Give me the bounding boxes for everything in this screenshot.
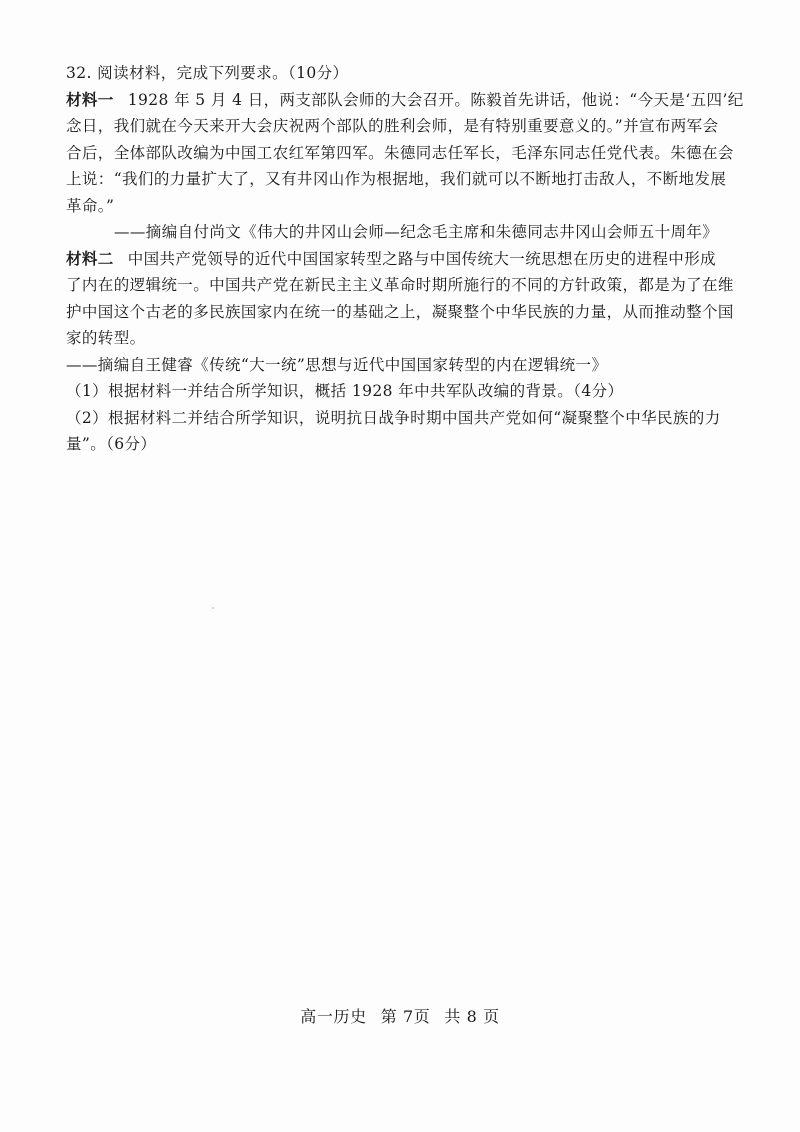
material-one-line-5: 革命。” bbox=[66, 196, 115, 215]
sub-question-2-line-1: （2）根据材料二并结合所学知识，说明抗日战争时期中国共产党如何“凝聚整个中华民族的力 bbox=[66, 408, 721, 427]
sub-question-1: （1）根据材料一并结合所学知识，概括 1928 年中共军队改编的背景。（4分） bbox=[66, 382, 624, 400]
question-32 bbox=[66, 60, 744, 458]
material-two-line-2: 了内在的逻辑统一。中国共产党在新民主主义革命时期所施行的不同的方针政策，都是为了在维 bbox=[66, 276, 734, 294]
question-header: 32. 阅读材料，完成下列要求。（10分） bbox=[66, 64, 349, 82]
material-two-line-1 bbox=[66, 246, 730, 273]
material-one-line-3: 合后，全体部队改编为中国工农红军第四军。朱德同志任军长，毛泽东同志任党代表。朱德在会 bbox=[66, 143, 734, 162]
material-two-label: 材料二 bbox=[66, 248, 114, 268]
material-one-source: ——摘编自付尚文《伟大的井冈山会师—纪念毛主席和朱德同志井冈山会师五十周年》 bbox=[114, 223, 719, 241]
material-two-source: ——摘编自王健睿《传统“大一统”思想与近代中国国家转型的内在逻辑统一》 bbox=[66, 355, 608, 374]
material-one-label: 材料一 bbox=[66, 89, 114, 109]
footer-page-number: 第 7页 bbox=[380, 1007, 431, 1026]
material-one-line-1 bbox=[66, 87, 744, 114]
scan-speck bbox=[212, 607, 214, 609]
sub-question-2-line-2: 量”。（6分） bbox=[66, 435, 157, 453]
material-one-line-2: 念日，我们就在今天来开大会庆祝两个部队的胜利会师，是有特别重要意义的。”并宣布两军会 bbox=[66, 117, 719, 135]
footer-subject: 高一历史 bbox=[300, 1007, 367, 1026]
material-one-text-1: 1928 年 5 月 4 日，两支部队会师的大会召开。陈毅首先讲话，他说：“今天是‘五四’纪 bbox=[127, 90, 744, 109]
material-one-line-4: 上说：“我们的力量扩大了，又有井冈山作为根据地，我们就可以不断地打击敌人，不断地发展 bbox=[66, 170, 727, 188]
material-two-line-4: 家的转型。 bbox=[66, 329, 146, 347]
page-footer bbox=[0, 1004, 800, 1027]
footer-total-pages: 共 8 页 bbox=[444, 1007, 500, 1026]
material-two-line-3: 护中国这个古老的多民族国家内在统一的基础之上，凝聚整个中华民族的力量，从而推动整个国 bbox=[66, 302, 734, 321]
material-two-text-1: 中国共产党领导的近代中国国家转型之路与中国传统大一统思想在历史的进程中形成 bbox=[127, 249, 717, 268]
